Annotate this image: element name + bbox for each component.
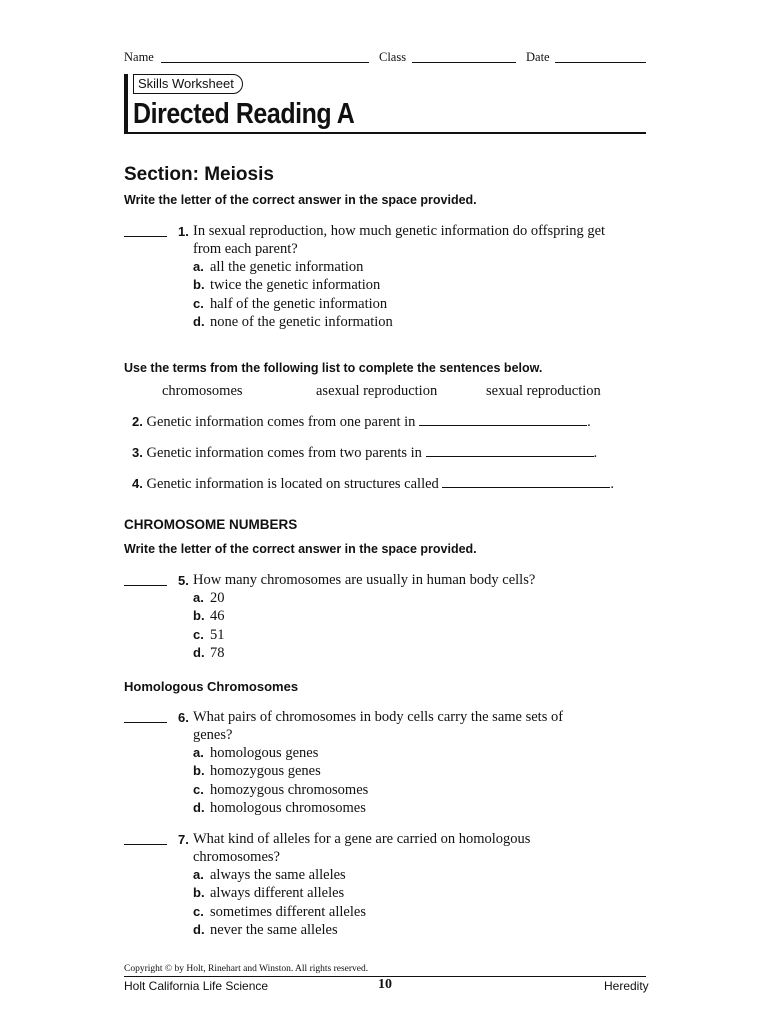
- options-list: [193, 744, 368, 817]
- chromosome-numbers-instruction: Write the letter of the correct answer in the space provided.: [124, 542, 477, 556]
- class-field[interactable]: [412, 51, 516, 63]
- option-b: b. 46: [193, 608, 225, 625]
- answer-blank-q1[interactable]: [124, 225, 167, 237]
- term-sexual-reproduction: sexual reproduction: [486, 383, 601, 399]
- option-c: c. sometimes different alleles: [193, 903, 366, 920]
- page-number: 10: [378, 977, 392, 992]
- option-a: a. homologous genes: [193, 745, 319, 761]
- answer-blank-q5[interactable]: [124, 574, 167, 586]
- question-number: 6.: [178, 710, 189, 725]
- fill-sentence-2: 2. Genetic information comes from one parent in .: [132, 414, 591, 430]
- answer-blank-q6[interactable]: [124, 711, 167, 723]
- option-c: c. homozygous chromosomes: [193, 781, 369, 798]
- fill-sentence-3: 3. Genetic information comes from two parents in .: [132, 445, 598, 461]
- option-a: a. always the same alleles: [193, 867, 346, 883]
- fill-sentence-4: 4. Genetic information is located on structures called .: [132, 476, 615, 492]
- page-title: Directed Reading A: [133, 98, 355, 130]
- option-c: c. half of the genetic information: [193, 295, 388, 312]
- question-text: In sexual reproduction, how much genetic information do offspring get from each parent?: [193, 223, 606, 258]
- terms-instruction: Use the terms from the following list to complete the sentences below.: [124, 361, 543, 375]
- banner-bar: [124, 74, 128, 134]
- question-number: 5.: [178, 573, 189, 588]
- class-label: Class: [379, 50, 407, 64]
- banner-rule: [128, 132, 646, 134]
- copyright-notice: Copyright © by Holt, Rinehart and Winston. All rights reserved.: [124, 964, 369, 974]
- chromosome-numbers-heading: CHROMOSOME NUMBERS: [124, 517, 298, 532]
- section-title: Section: Meiosis: [124, 164, 274, 185]
- option-d: d. never the same alleles: [193, 921, 338, 938]
- question-number: 1.: [178, 224, 189, 239]
- book-title: Holt California Life Science: [124, 979, 269, 993]
- option-a: a. 20: [193, 590, 225, 606]
- options-list: [193, 589, 225, 662]
- date-field[interactable]: [555, 51, 646, 63]
- fill-blank-3[interactable]: [426, 445, 594, 457]
- option-b: b. twice the genetic information: [193, 277, 381, 294]
- unit-name: Heredity: [604, 979, 649, 993]
- answer-blank-q7[interactable]: [124, 833, 167, 845]
- option-b: b. homozygous genes: [193, 763, 321, 780]
- section-instruction: Write the letter of the correct answer in the space provided.: [124, 193, 477, 207]
- fill-blank-2[interactable]: [419, 414, 587, 426]
- option-d: d. none of the genetic information: [193, 313, 393, 330]
- option-d: d. 78: [193, 644, 225, 661]
- term-chromosomes: chromosomes: [162, 383, 243, 399]
- options-list: [193, 258, 393, 331]
- option-d: d. homologous chromosomes: [193, 799, 366, 816]
- name-label: Name: [124, 50, 154, 64]
- name-field[interactable]: [161, 51, 369, 63]
- question-text: What kind of alleles for a gene are carried on homologous chromosomes?: [193, 831, 531, 866]
- question-text: How many chromosomes are usually in human body cells?: [193, 572, 536, 588]
- homologous-heading: Homologous Chromosomes: [124, 679, 299, 694]
- options-list: [193, 866, 366, 939]
- skills-worksheet-tag: Skills Worksheet: [133, 74, 243, 94]
- fill-blank-4[interactable]: [442, 476, 610, 488]
- option-a: a. all the genetic information: [193, 259, 364, 275]
- question-number: 7.: [178, 832, 189, 847]
- date-label: Date: [526, 50, 550, 64]
- term-asexual-reproduction: asexual reproduction: [316, 383, 438, 399]
- option-c: c. 51: [193, 626, 225, 643]
- option-b: b. always different alleles: [193, 885, 345, 902]
- question-text: What pairs of chromosomes in body cells carry the same sets of genes?: [193, 709, 564, 744]
